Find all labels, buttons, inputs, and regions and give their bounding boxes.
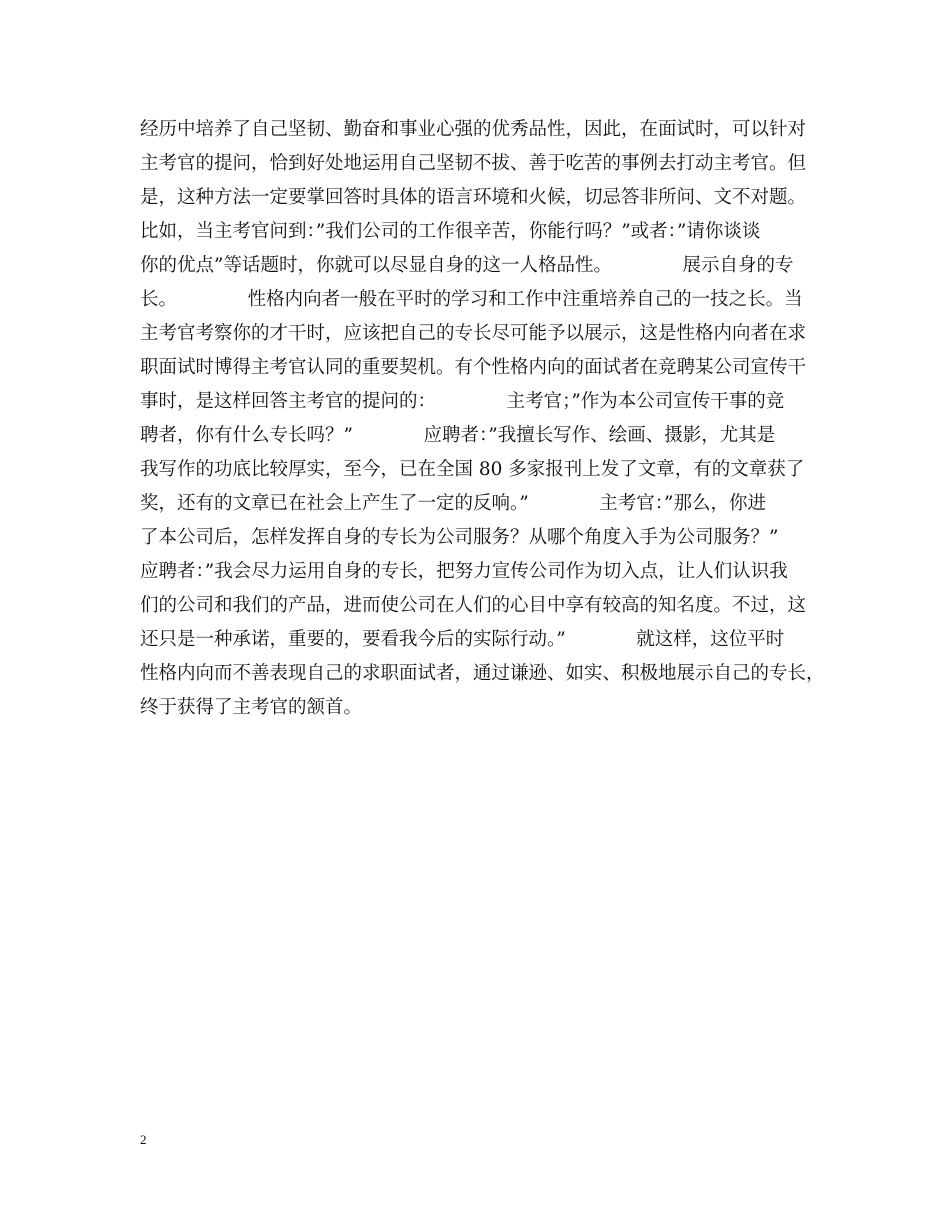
text-line: 还只是一种承诺，重要的，要看我今后的实际行动。” 就这样，这位平时 — [140, 629, 785, 650]
text-line: 主考官考察你的才干时，应该把自己的专长尽可能予以展示，这是性格内向者在求 — [140, 323, 807, 344]
text-line: 你的优点”等话题时，你就可以尽显自身的这一人格品性。 展示自身的专 — [140, 255, 794, 276]
text-line: 事时，是这样回答主考官的提问的： 主考官；”作为本公司宣传干事的竞 — [140, 391, 785, 412]
text-line: 们的公司和我们的产品，进而使公司在人们的心目中享有较高的知名度。不过，这 — [140, 595, 807, 616]
text-line: 主考官的提问，恰到好处地运用自己坚韧不拔、善于吃苦的事例去打动主考官。但 — [140, 153, 807, 174]
text-line: 职面试时博得主考官认同的重要契机。有个性格内向的面试者在竞聘某公司宣传干 — [140, 357, 807, 378]
page-number: 2 — [140, 1132, 147, 1147]
text-line: 终于获得了主考官的颔首。 — [140, 697, 363, 718]
text-line: 是，这种方法一定要掌回答时具体的语言环境和火候，切忌答非所问、文不对题。 — [140, 187, 807, 208]
text-line: 了本公司后，怎样发挥自身的专长为公司服务？从哪个角度入手为公司服务？” — [140, 527, 779, 548]
text-line: 长。 性格内向者一般在平时的学习和工作中注重培养自己的一技之长。当 — [140, 289, 803, 310]
body-text — [140, 113, 840, 725]
text-line: 我写作的功底比较厚实，至今，已在全国 80 多家报刊上发了文章，有的文章获了 — [140, 459, 805, 480]
text-line: 奖，还有的文章已在社会上产生了一定的反响。” 主考官：”那么，你进 — [140, 493, 766, 514]
text-line: 应聘者：”我会尽力运用自身的专长，把努力宣传公司作为切入点，让人们认识我 — [140, 561, 788, 582]
text-line: 聘者，你有什么专长吗？” 应聘者：”我擅长写作、绘画、摄影，尤其是 — [140, 425, 776, 446]
text-line: 性格内向而不善表现自己的求职面试者，通过谦逊、如实、积极地展示自己的专长， — [140, 663, 825, 684]
text-line: 比如，当主考官问到：”我们公司的工作很辛苦，你能行吗？”或者：”请你谈谈 — [140, 221, 761, 242]
text-line: 经历中培养了自己坚韧、勤奋和事业心强的优秀品性，因此，在面试时，可以针对 — [140, 119, 807, 140]
